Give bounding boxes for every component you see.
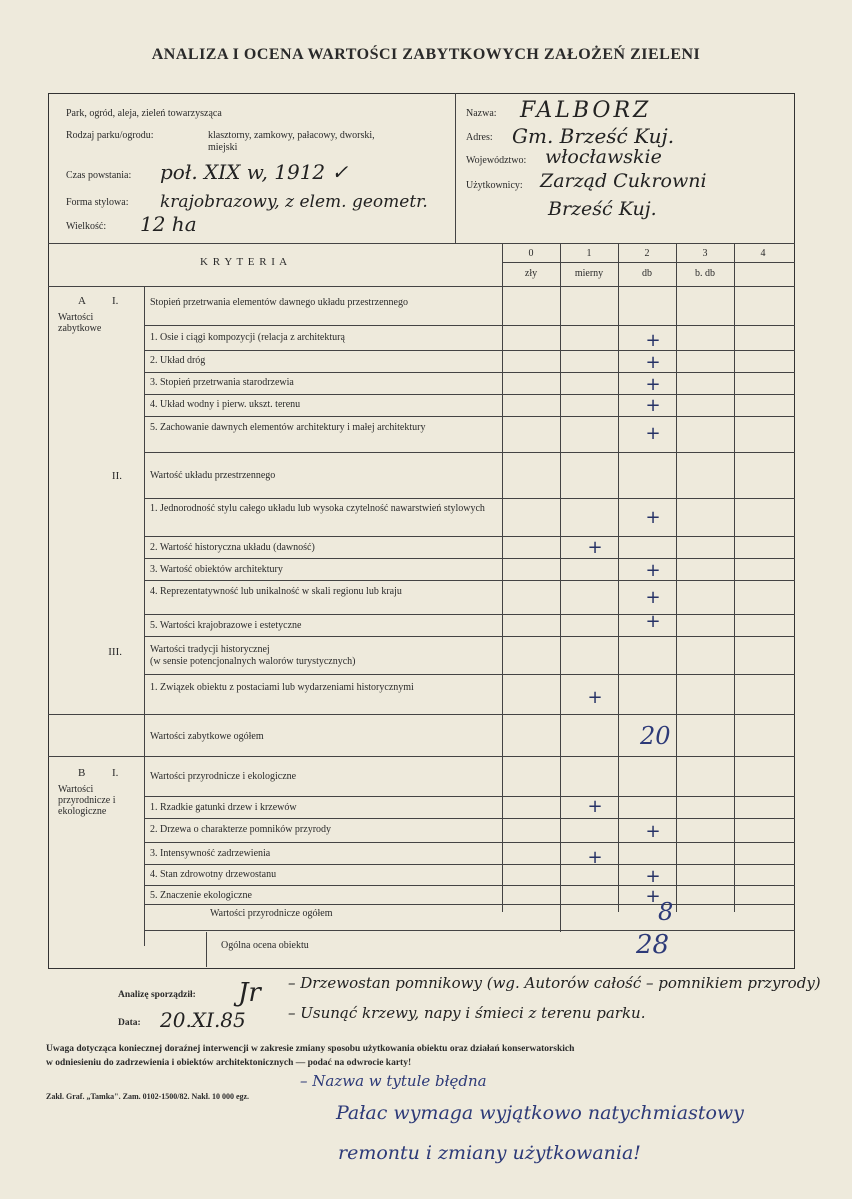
criterion-II-3: 3. Wartość obiektów architektury	[150, 564, 283, 575]
adres-value: Gm. Brześć Kuj.	[512, 124, 675, 148]
note-1: – Drzewostan pomnikowy (wg. Autorów całość – pomnikiem przyrody)	[288, 974, 821, 992]
data-value: 20.XI.85	[160, 1008, 246, 1032]
analize-signature: Jr	[238, 978, 261, 1008]
page-title: ANALIZA I OCENA WARTOŚCI ZABYTKOWYCH ZAŁOŻEŃ ZIELENI	[151, 46, 701, 63]
uzytkownicy-label: Użytkownicy:	[466, 180, 523, 191]
total-zabytkowe-value: 20	[640, 722, 671, 750]
adres-label: Adres:	[466, 132, 493, 143]
total-ogolna-value: 28	[636, 930, 670, 960]
section-III-roman: III.	[108, 646, 122, 658]
scale-0: 0	[528, 248, 534, 259]
section-III-subtitle: (w sensie potencjonalnych walorów turystycznych)	[150, 656, 356, 667]
scale-1: 1	[586, 248, 592, 259]
group-b-label: Wartości przyrodnicze i ekologiczne	[58, 784, 116, 817]
section-I-title: Stopień przetrwania elementów dawnego układu przestrzennego	[150, 297, 408, 308]
czas-label: Czas powstania:	[66, 170, 132, 181]
section-III-title: Wartości tradycji historycznej	[150, 644, 270, 655]
mark-I-1: +	[645, 330, 661, 351]
criterion-II-1: 1. Jednorodność stylu całego układu lub wysoka czytelność nawarstwień stylowych	[150, 503, 485, 514]
group-a-roman: I.	[112, 295, 119, 307]
nazwa-label: Nazwa:	[466, 108, 497, 119]
mark-B-2: +	[645, 821, 661, 842]
criterion-I-1: 1. Osie i ciągi kompozycji (relacja z architekturą	[150, 332, 345, 343]
mark-B-1: +	[587, 796, 603, 817]
mark-II-2: +	[587, 537, 603, 558]
section-II-title: Wartość układu przestrzennego	[150, 470, 276, 481]
note-2: – Usunąć krzewy, napy i śmieci z terenu parku.	[288, 1004, 646, 1022]
scale-4: 4	[760, 248, 766, 259]
forma-label: Forma stylowa:	[66, 197, 129, 208]
group-b-letter: B	[78, 767, 86, 779]
mark-II-1: +	[645, 507, 661, 528]
wojewodztwo-value: włocławskie	[545, 146, 662, 168]
mark-I-2: +	[645, 352, 661, 373]
uwaga-line-2: w odniesieniu do zadrzewienia i obiektów architektonicznych — podać na odwrocie karty!	[46, 1058, 412, 1068]
criterion-I-4: 4. Układ wodny i pierw. ukszt. terenu	[150, 399, 301, 410]
criterion-I-2: 2. Układ dróg	[150, 355, 206, 366]
criterion-B-2: 2. Drzewa o charakterze pomników przyrody	[150, 824, 332, 835]
criterion-B-1: 1. Rzadkie gatunki drzew i krzewów	[150, 802, 297, 813]
forma-value: krajobrazowy, z elem. geometr.	[160, 192, 428, 212]
handwritten-note-1: – Nazwa w tytule błędna	[300, 1072, 487, 1090]
scale-word-2: db	[642, 268, 652, 279]
group-b-roman: I.	[112, 767, 119, 779]
group-a-letter: A	[78, 295, 86, 307]
wojewodztwo-label: Województwo:	[466, 155, 527, 166]
total-zabytkowe-label: Wartości zabytkowe ogółem	[150, 731, 264, 742]
wielkosc-label: Wielkość:	[66, 221, 107, 232]
criterion-I-3: 3. Stopień przetrwania starodrzewia	[150, 377, 294, 388]
uzytkownicy-value: Zarząd Cukrowni	[540, 170, 707, 192]
rodzaj-label: Rodzaj parku/ogrodu:	[66, 130, 154, 141]
mark-II-5: +	[645, 611, 661, 632]
scale-word-1: mierny	[574, 268, 604, 279]
criterion-B-4: 4. Stan zdrowotny drzewostanu	[150, 869, 277, 880]
total-przyrodnicze-label: Wartości przyrodnicze ogółem	[210, 908, 333, 919]
rodzaj-options: klasztorny, zamkowy, pałacowy, dworski,	[208, 130, 375, 141]
mark-II-3: +	[645, 560, 661, 581]
mark-B-4: +	[645, 866, 661, 887]
uwaga-line-1: Uwaga dotycząca koniecznej doraźnej interwencji w zakresie zmiany sposobu użytkowania obiektu oraz działań konserwatorskich	[46, 1044, 575, 1054]
data-label: Data:	[118, 1018, 141, 1028]
section-II-roman: II.	[111, 470, 122, 482]
rodzaj-options-2: miejski	[208, 142, 238, 153]
analize-label: Analizę sporządził:	[118, 990, 196, 1000]
mark-I-4: +	[645, 395, 661, 416]
criterion-B-5: 5. Znaczenie ekologiczne	[150, 890, 252, 901]
mark-I-3: +	[645, 374, 661, 395]
total-przyrodnicze-value: 8	[658, 898, 674, 926]
total-ogolna-label: Ogólna ocena obiektu	[221, 940, 309, 951]
scale-3: 3	[702, 248, 708, 259]
park-type-line: Park, ogród, aleja, zieleń towarzysząca	[66, 108, 222, 119]
mark-B-5: +	[645, 886, 661, 907]
kryteria-header: K R Y T E R I A	[200, 256, 289, 268]
mark-II-4: +	[645, 587, 661, 608]
scale-word-3: b. db	[695, 268, 715, 279]
nazwa-value: FALBORZ	[520, 98, 652, 123]
scale-2: 2	[644, 248, 650, 259]
mark-B-3: +	[587, 847, 603, 868]
criterion-B-3: 3. Intensywność zadrzewienia	[150, 848, 271, 859]
scale-word-0: zły	[524, 268, 538, 279]
mark-III-1: +	[587, 687, 603, 708]
wielkosc-value: 12 ha	[140, 212, 197, 236]
handwritten-note-2: Pałac wymaga wyjątkowo natychmiastowy	[336, 1102, 744, 1124]
group-a-label: Wartości zabytkowe	[58, 312, 102, 334]
uzytkownicy-value-2: Brześć Kuj.	[548, 198, 657, 220]
printer-info: Zakł. Graf. „Tamka". Zam. 0102-1500/82. Nakł. 10 000 egz.	[46, 1092, 250, 1101]
handwritten-note-3: remontu i zmiany użytkowania!	[338, 1142, 641, 1164]
criterion-II-4: 4. Reprezentatywność lub unikalność w skali regionu lub kraju	[150, 586, 402, 597]
mark-I-5: +	[645, 423, 661, 444]
criterion-III-1: 1. Związek obiektu z postaciami lub wydarzeniami historycznymi	[150, 682, 414, 693]
criterion-II-5: 5. Wartości krajobrazowe i estetyczne	[150, 620, 302, 631]
czas-value: poł. XIX w, 1912 ✓	[160, 160, 349, 184]
section-B-title: Wartości przyrodnicze i ekologiczne	[150, 771, 297, 782]
criterion-I-5: 5. Zachowanie dawnych elementów architektury i małej architektury	[150, 422, 426, 433]
criterion-II-2: 2. Wartość historyczna układu (dawność)	[150, 542, 315, 553]
